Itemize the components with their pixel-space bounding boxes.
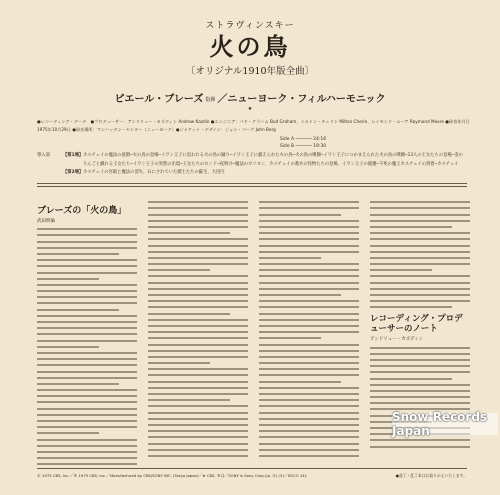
side-b-timing: Side B ────── 19:30 xyxy=(279,144,327,149)
contents-row xyxy=(37,169,467,178)
side-a-timing: Side A ────── 24:16 xyxy=(279,137,327,142)
footer-rule xyxy=(37,468,467,469)
essay-text-block xyxy=(37,228,137,465)
contents-row xyxy=(37,161,467,170)
credits-line-1: ●レコーディング・データ ●プロデューサー：アンドリュー・カズディン Andrew Kazdin ●エンジニア：バド・グラハム Bud Graham、ミルトン・チェリン Milton Cherin、レイモンド・ムーア Raymond Moore ●録音年月日 xyxy=(37,119,470,124)
orchestra-name: ニューヨーク・フィルハーモニック xyxy=(227,94,386,105)
scene-1-label: 【第1場】 xyxy=(63,153,84,158)
performers-line: ピエール・ブレーズ 指揮 ／ニューヨーク・フィルハーモニック xyxy=(114,94,386,105)
track-contents xyxy=(37,152,467,178)
contents-row xyxy=(37,152,467,161)
producer-notes-author: アンドリュー・カズディン xyxy=(370,337,424,343)
work-title: 火の鳥 xyxy=(209,32,291,61)
essay-column-2 xyxy=(148,197,248,459)
watermark: Snow Records Japan xyxy=(392,413,498,435)
scene-2-label: 【第2場】 xyxy=(63,170,84,175)
footer-note: ●落丁・乱丁本はお取りかえいたします。 xyxy=(395,473,467,478)
producer-notes-heading: レコーディング・プロデューサーのノート xyxy=(370,314,463,335)
essay-column-3 xyxy=(259,197,359,459)
star-ornament: ★ xyxy=(247,106,253,112)
intro-label: 導入部 xyxy=(37,153,50,158)
essay-heading: ブレーズの「火の鳥」 xyxy=(37,206,127,216)
scene-2-text: カスチェイの宮殿と魔法の消失、石にされていた騎士たちの蘇生、大団円 xyxy=(83,170,225,175)
essay-author: 武田明倫 xyxy=(37,219,55,224)
copyright-text: © 1975 CBS, Inc.／® 1975 CBS, Inc.／Manufactured by CBS/SONY INC. (Tokyo Japan)／★ CBS, ®は／SONY is Sony Corp.(Ja. ②) (3)／SOCO 141 xyxy=(37,473,308,478)
scene-1-text: カスチェイの魔法の庭園─火の鳥の登場─イワン王子に追われる火の鳥の踊り─イワン王子に捕えられた火の鳥─火の鳥の嘆願─イワン王子につかまえられた火の鳥の嘆願─13人の王女たちの登場─金の xyxy=(83,153,463,158)
divider-rule xyxy=(37,183,467,184)
recording-credits xyxy=(37,118,470,134)
essay-column-1 xyxy=(37,203,137,465)
version-label: 〔オリジナル1910年版全曲〕 xyxy=(185,66,315,77)
footer xyxy=(37,473,467,479)
composer-name: ストラヴィンスキー xyxy=(205,21,295,31)
conductor-role: 指揮 xyxy=(205,97,216,103)
credits-line-2: 1975年10月29日 ●録音場所：マンハッタン・センター（ニューヨーク）●ジャケット・デザイン：ジョン・バーグ John Berg xyxy=(37,127,276,132)
essay-text-block xyxy=(148,201,248,457)
essay-text-block xyxy=(259,201,359,457)
side-timings xyxy=(248,136,358,150)
scene-1-text-cont: りんごと戯れる王女たち─イワン王子の突然の出現─王女たちのロンド─夜明け─魔法のカリヨン、カスチェイの番兵の怪物たちの登場、イワン王子の捕獲─不死の魔王カスチェイの到着─カスチェイ xyxy=(83,161,459,167)
divider-rule xyxy=(37,186,467,187)
essay-text-block xyxy=(370,201,470,308)
conductor-name: ピエール・ブレーズ xyxy=(114,94,204,105)
